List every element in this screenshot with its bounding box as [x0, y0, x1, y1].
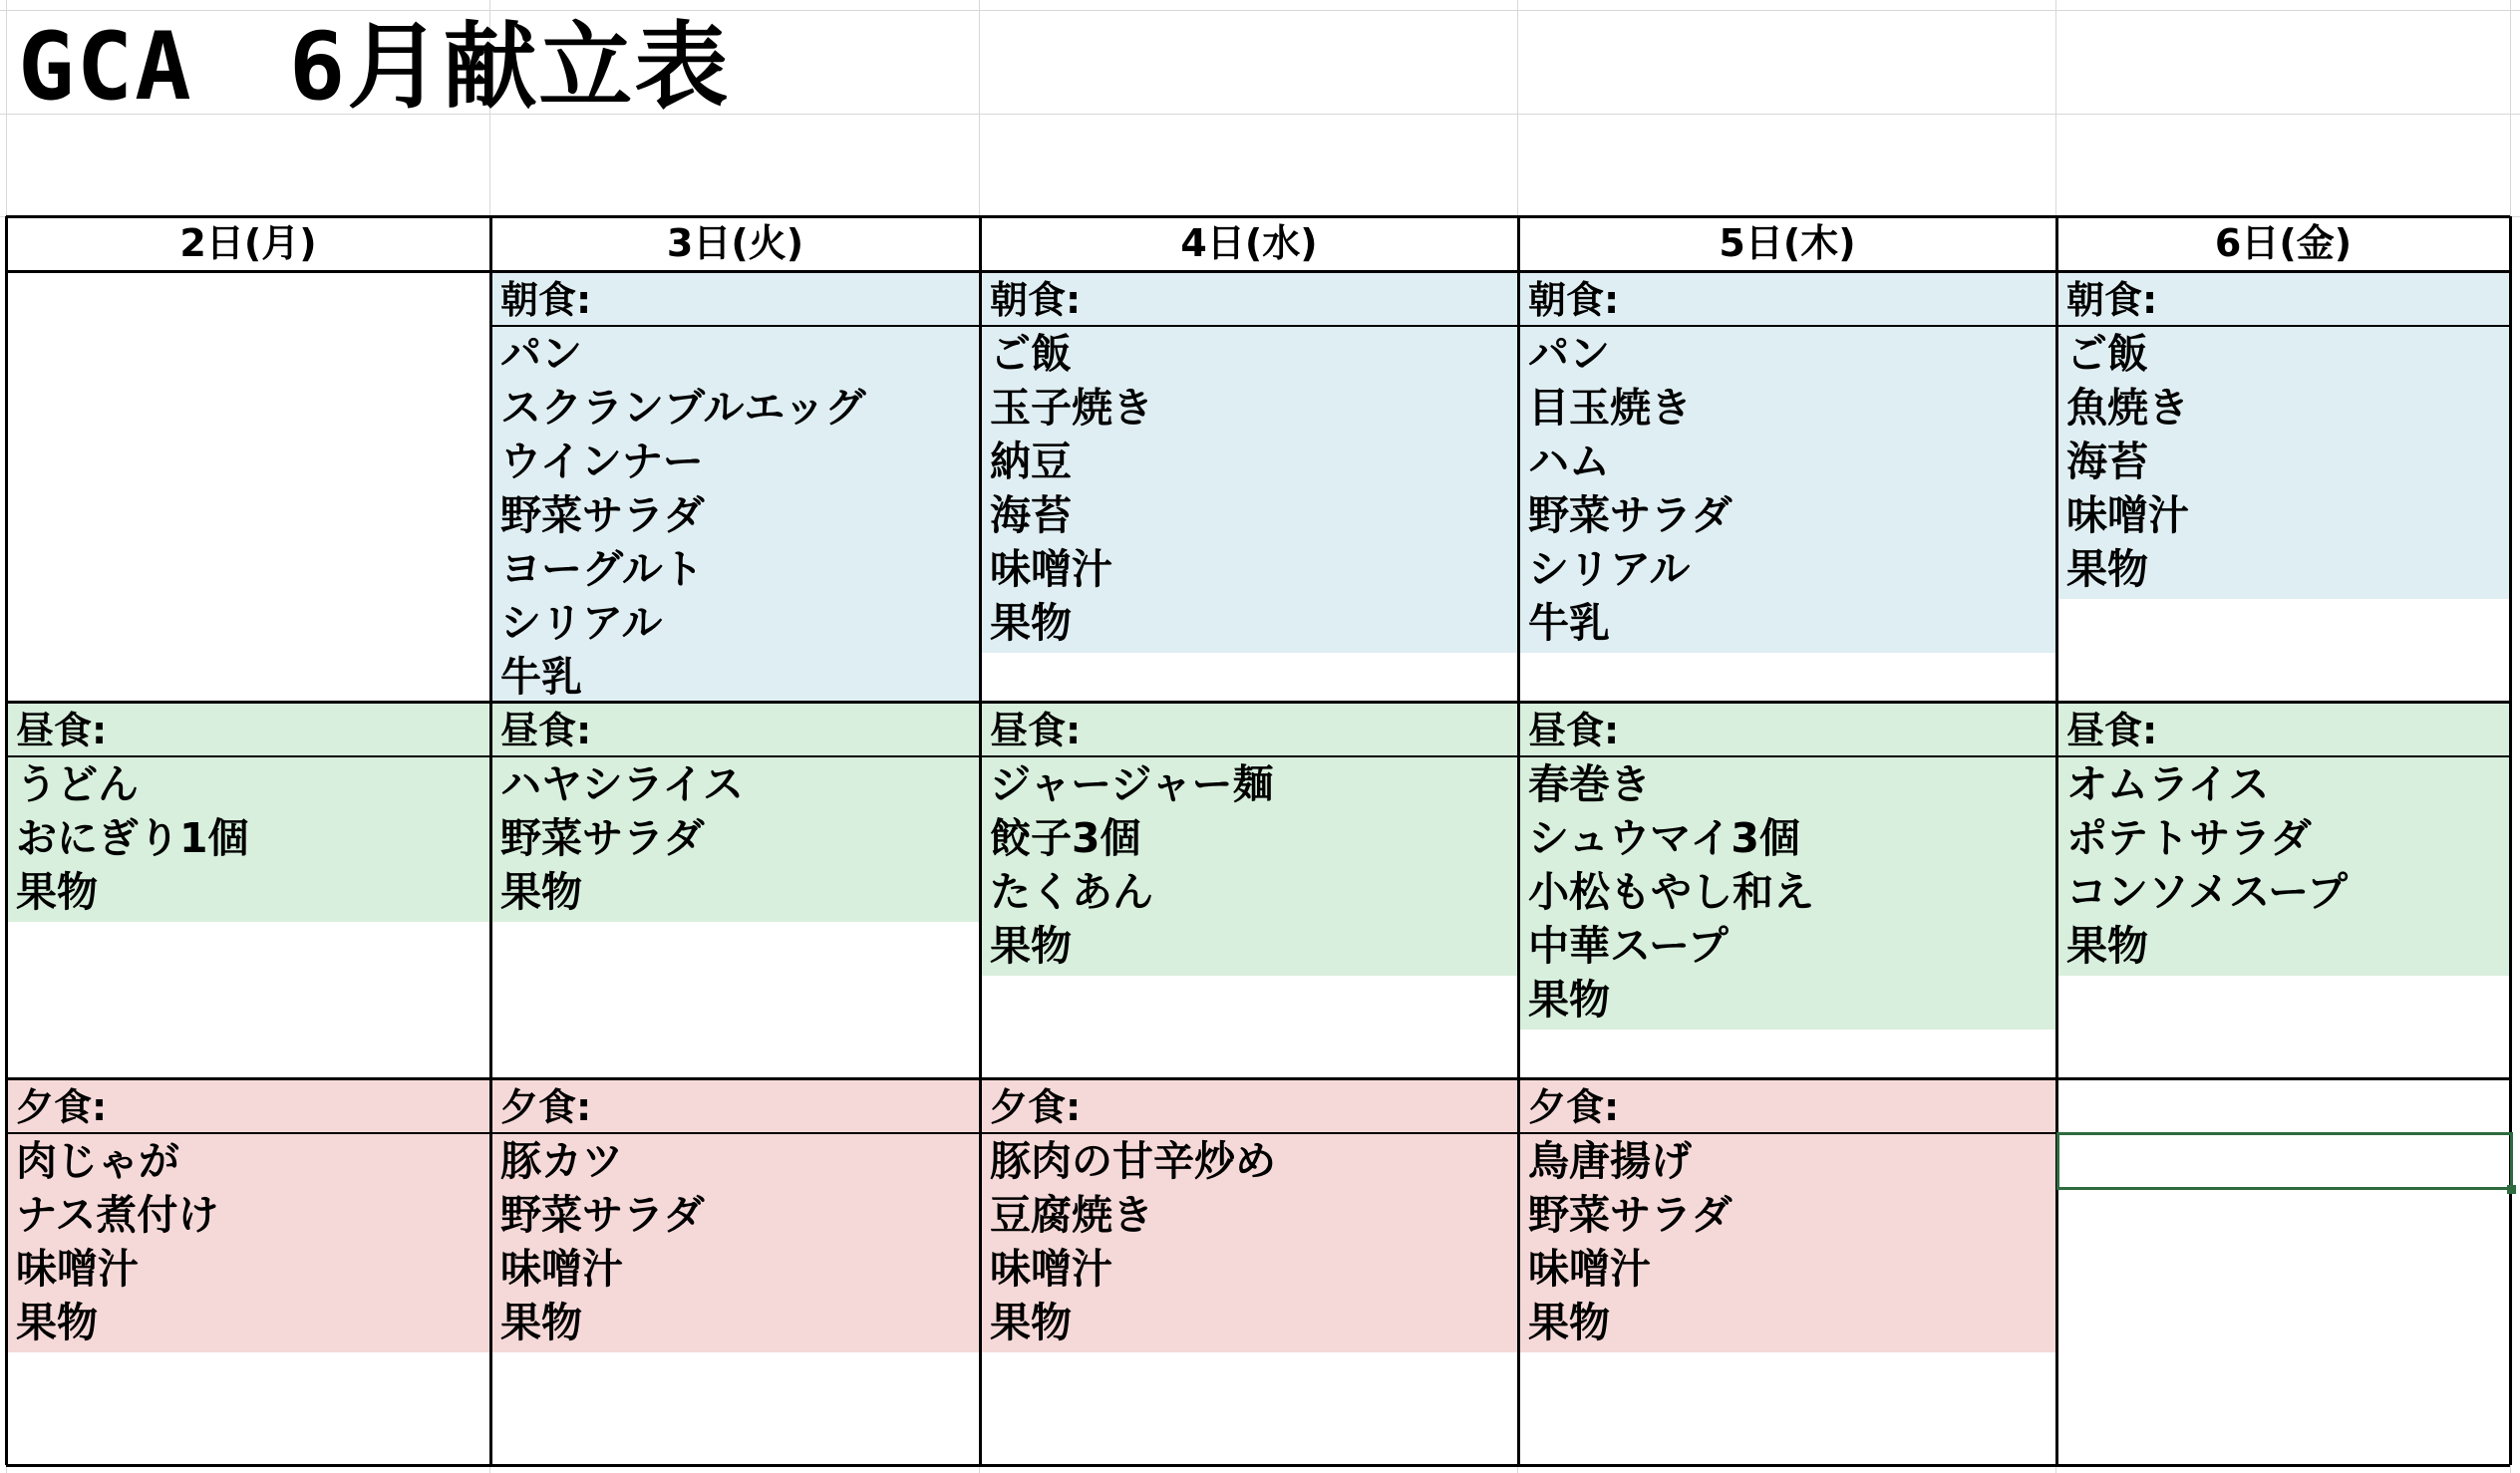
lunch-items: [8, 757, 489, 919]
menu-item: シリアル: [1528, 545, 1691, 593]
label-separator: [6, 755, 490, 757]
table-border-vertical: [489, 216, 492, 1465]
menu-item: 果物: [990, 599, 1072, 647]
menu-item: 牛乳: [1528, 599, 1610, 647]
menu-item: 果物: [1528, 1299, 1610, 1346]
table-border-vertical: [2509, 216, 2512, 1465]
breakfast-items: [982, 327, 1517, 650]
menu-item: 海苔: [2066, 438, 2148, 485]
menu-item: 餃子3個: [990, 814, 1141, 862]
menu-item: 海苔: [990, 491, 1072, 539]
menu-item: 牛乳: [500, 653, 582, 701]
lunch-items: [492, 757, 979, 919]
menu-item: 味噌汁: [1528, 1245, 1651, 1293]
menu-item: 豚肉の甘辛炒め: [990, 1137, 1276, 1185]
lunch-cell[interactable]: [2058, 704, 2509, 976]
lunch-label: 昼食:: [500, 709, 592, 752]
menu-item: 果物: [2066, 545, 2148, 593]
breakfast-cell[interactable]: [982, 273, 1517, 653]
dinner-cell[interactable]: [8, 1080, 489, 1352]
selected-cell[interactable]: [2056, 1132, 2513, 1190]
menu-item: 肉じゃが: [16, 1137, 179, 1185]
menu-item: ハム: [1528, 438, 1610, 485]
dinner-label: 夕食:: [16, 1085, 108, 1129]
menu-item: 目玉焼き: [1528, 384, 1692, 432]
lunch-label: 昼食:: [16, 709, 108, 752]
label-separator: [2056, 325, 2510, 327]
lunch-cell[interactable]: [8, 704, 489, 922]
label-separator: [980, 325, 1518, 327]
dinner-cell[interactable]: [492, 1080, 979, 1352]
menu-item: 果物: [16, 1299, 98, 1346]
lunch-items: [982, 757, 1517, 973]
selection-fill-handle[interactable]: [2507, 1185, 2516, 1194]
menu-item: 春巻き: [1528, 760, 1651, 808]
label-separator: [980, 1132, 1518, 1134]
menu-item: 味噌汁: [16, 1245, 139, 1293]
page-title: GCA 6月献立表: [18, 13, 731, 122]
breakfast-items: [492, 327, 979, 704]
menu-item: パン: [500, 330, 582, 378]
label-separator: [490, 1132, 980, 1134]
breakfast-label: 朝食:: [500, 278, 592, 322]
table-border-horizontal: [6, 1464, 2510, 1467]
label-separator: [490, 325, 980, 327]
menu-item: 豆腐焼き: [990, 1191, 1153, 1239]
menu-item: 果物: [500, 1299, 582, 1346]
lunch-items: [2058, 757, 2509, 973]
breakfast-items: [1520, 327, 2055, 650]
breakfast-label: 朝食:: [2066, 278, 2158, 322]
breakfast-label: 朝食:: [1528, 278, 1620, 322]
menu-item: うどん: [16, 760, 139, 808]
menu-item: 野菜サラダ: [1528, 1191, 1732, 1239]
menu-item: ナス煮付け: [16, 1191, 219, 1239]
label-separator: [2056, 755, 2510, 757]
menu-item: ウインナー: [500, 438, 704, 485]
table-border-horizontal: [6, 270, 2510, 273]
menu-item: 味噌汁: [2066, 491, 2189, 539]
dinner-items: [982, 1134, 1517, 1349]
dinner-items: [492, 1134, 979, 1349]
menu-item: シリアル: [500, 599, 663, 647]
day-header: 2日(月): [179, 221, 317, 265]
menu-item: オムライス: [2066, 760, 2270, 808]
menu-item: 野菜サラダ: [500, 1191, 705, 1239]
breakfast-cell[interactable]: [1520, 273, 2055, 653]
menu-table: [6, 216, 2510, 1465]
dinner-cell[interactable]: [982, 1080, 1517, 1352]
menu-item: 納豆: [990, 438, 1072, 485]
menu-item: ポテトサラダ: [2066, 814, 2312, 862]
menu-item: スクランブルエッグ: [500, 384, 866, 432]
dinner-items: [1520, 1134, 2055, 1349]
menu-item: 中華スープ: [1528, 922, 1729, 970]
menu-item: 野菜サラダ: [500, 491, 705, 539]
menu-item: 鳥唐揚げ: [1528, 1137, 1692, 1185]
menu-item: おにぎり1個: [16, 814, 249, 862]
day-header: 5日(木): [1719, 221, 1856, 265]
menu-item: 味噌汁: [990, 1245, 1112, 1293]
table-border-vertical: [1517, 216, 1520, 1465]
label-separator: [980, 755, 1518, 757]
breakfast-label: 朝食:: [990, 278, 1082, 322]
dinner-items: [8, 1134, 489, 1349]
table-border-vertical: [5, 216, 8, 1465]
table-border-vertical: [979, 216, 982, 1465]
menu-item: パン: [1528, 330, 1610, 378]
lunch-cell[interactable]: [982, 704, 1517, 976]
menu-item: シュウマイ3個: [1528, 814, 1800, 862]
lunch-label: 昼食:: [990, 709, 1082, 752]
menu-item: 豚カツ: [500, 1137, 623, 1185]
menu-item: 果物: [1528, 976, 1610, 1024]
menu-item: 味噌汁: [500, 1245, 623, 1293]
menu-item: 小松もやし和え: [1528, 868, 1814, 916]
menu-item: 果物: [990, 922, 1072, 970]
breakfast-items: [2058, 327, 2509, 596]
menu-item: ご飯: [990, 330, 1072, 378]
lunch-cell[interactable]: [1520, 704, 2055, 1030]
table-border-horizontal: [6, 215, 2510, 218]
table-border-vertical: [2055, 216, 2058, 1465]
label-separator: [6, 1132, 490, 1134]
menu-item: たくあん: [990, 868, 1153, 916]
menu-item: 野菜サラダ: [500, 814, 705, 862]
menu-item: ヨーグルト: [500, 545, 704, 593]
menu-item: ハヤシライス: [500, 760, 744, 808]
label-separator: [1518, 325, 2056, 327]
day-header: 4日(水): [1180, 221, 1318, 265]
lunch-items: [1520, 757, 2055, 1027]
lunch-label: 昼食:: [2066, 709, 2158, 752]
menu-item: コンソメスープ: [2066, 868, 2349, 916]
menu-item: ジャージャー麺: [990, 760, 1274, 808]
menu-item: ご飯: [2066, 330, 2148, 378]
breakfast-cell[interactable]: [492, 273, 979, 701]
menu-item: 果物: [500, 868, 582, 916]
menu-item: 果物: [16, 868, 98, 916]
dinner-label: 夕食:: [990, 1085, 1082, 1129]
menu-item: 玉子焼き: [990, 384, 1153, 432]
label-separator: [1518, 755, 2056, 757]
label-separator: [490, 755, 980, 757]
table-border-horizontal: [6, 701, 2510, 704]
label-separator: [1518, 1132, 2056, 1134]
day-header: 6日(金): [2214, 221, 2353, 265]
day-header: 3日(火): [666, 221, 804, 265]
dinner-label: 夕食:: [1528, 1085, 1620, 1129]
table-border-horizontal: [6, 1077, 2510, 1080]
menu-item: 魚焼き: [2066, 384, 2189, 432]
dinner-label: 夕食:: [500, 1085, 592, 1129]
menu-item: 果物: [990, 1299, 1072, 1346]
menu-item: 味噌汁: [990, 545, 1112, 593]
lunch-label: 昼食:: [1528, 709, 1620, 752]
breakfast-cell[interactable]: [2058, 273, 2509, 599]
lunch-cell[interactable]: [492, 704, 979, 922]
dinner-cell[interactable]: [1520, 1080, 2055, 1352]
menu-item: 果物: [2066, 922, 2148, 970]
menu-item: 野菜サラダ: [1528, 491, 1732, 539]
